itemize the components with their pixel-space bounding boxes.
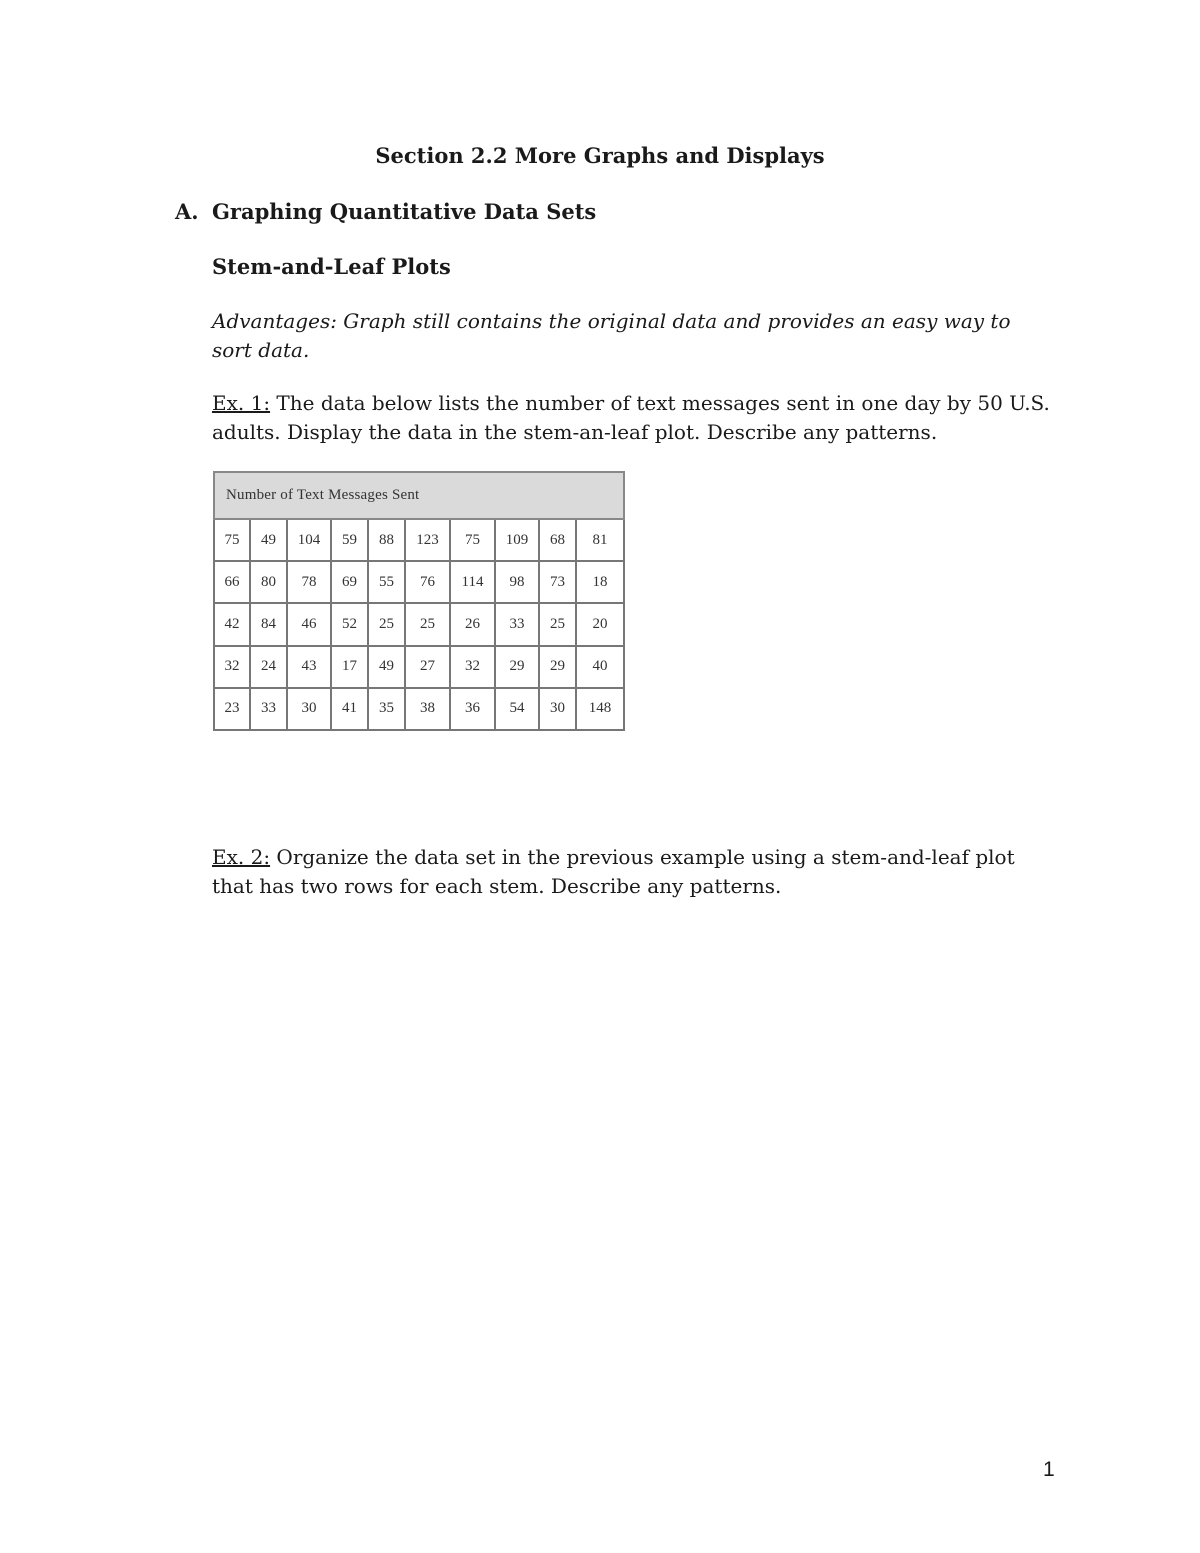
example-2-text: Organize the data set in the previous example using a stem-and-leaf plot that has two rows for each stem. Describe any patterns.	[212, 845, 1015, 898]
table-cell: 73	[539, 561, 576, 603]
table-cell: 36	[450, 688, 495, 730]
table-cell: 20	[576, 603, 624, 645]
advantages-text: Advantages: Graph still contains the original data and provides an easy way to sort data.	[212, 309, 1011, 362]
table-cell: 23	[214, 688, 250, 730]
example-2-label: Ex. 2:	[212, 845, 271, 869]
table-cell: 46	[287, 603, 331, 645]
table-row	[214, 646, 624, 688]
table-cell: 43	[287, 646, 331, 688]
table-cell: 80	[250, 561, 287, 603]
table-cell: 98	[495, 561, 539, 603]
table-cell: 25	[368, 603, 405, 645]
table-row	[214, 688, 624, 730]
example-1-text: The data below lists the number of text messages sent in one day by 50 U.S. adults. Display the data in the stem-an-leaf plot. Describe any patterns.	[212, 391, 1050, 444]
table-cell: 148	[576, 688, 624, 730]
table-cell: 35	[368, 688, 405, 730]
example-1-label: Ex. 1:	[212, 391, 271, 415]
table-cell: 88	[368, 519, 405, 561]
example-1	[212, 389, 1052, 447]
table-cell: 109	[495, 519, 539, 561]
table-cell: 24	[250, 646, 287, 688]
table-cell: 26	[450, 603, 495, 645]
table-cell: 41	[331, 688, 368, 730]
table-cell: 38	[405, 688, 450, 730]
table-cell: 49	[368, 646, 405, 688]
table-row	[214, 519, 624, 561]
table-cell: 54	[495, 688, 539, 730]
table-cell: 25	[405, 603, 450, 645]
table-cell: 68	[539, 519, 576, 561]
example-2	[212, 843, 1052, 901]
table-cell: 76	[405, 561, 450, 603]
table-cell: 30	[287, 688, 331, 730]
table-cell: 33	[250, 688, 287, 730]
table-cell: 75	[450, 519, 495, 561]
table-cell: 40	[576, 646, 624, 688]
table-row	[214, 561, 624, 603]
table-cell: 81	[576, 519, 624, 561]
subheading-stem-and-leaf: Stem-and-Leaf Plots	[212, 254, 451, 279]
table-cell: 66	[214, 561, 250, 603]
table-cell: 17	[331, 646, 368, 688]
table-cell: 49	[250, 519, 287, 561]
table-cell: 123	[405, 519, 450, 561]
table-cell: 75	[214, 519, 250, 561]
table-cell: 18	[576, 561, 624, 603]
table-cell: 27	[405, 646, 450, 688]
table-cell: 32	[450, 646, 495, 688]
section-heading	[175, 197, 596, 227]
section-heading-text: Graphing Quantitative Data Sets	[212, 199, 597, 224]
table-cell: 42	[214, 603, 250, 645]
table-cell: 25	[539, 603, 576, 645]
text-messages-table	[213, 471, 625, 731]
table-cell: 78	[287, 561, 331, 603]
table-cell: 69	[331, 561, 368, 603]
page-title: Section 2.2 More Graphs and Displays	[375, 143, 825, 168]
table-header: Number of Text Messages Sent	[214, 472, 624, 519]
table-row	[214, 603, 624, 645]
page-number: 1	[1043, 1458, 1055, 1481]
table-cell: 104	[287, 519, 331, 561]
table-cell: 29	[539, 646, 576, 688]
table-cell: 29	[495, 646, 539, 688]
table-cell: 59	[331, 519, 368, 561]
table-cell: 114	[450, 561, 495, 603]
table-cell: 55	[368, 561, 405, 603]
table-cell: 84	[250, 603, 287, 645]
section-marker: A.	[175, 199, 199, 224]
table-cell: 52	[331, 603, 368, 645]
table-cell: 33	[495, 603, 539, 645]
table-cell: 30	[539, 688, 576, 730]
table-cell: 32	[214, 646, 250, 688]
